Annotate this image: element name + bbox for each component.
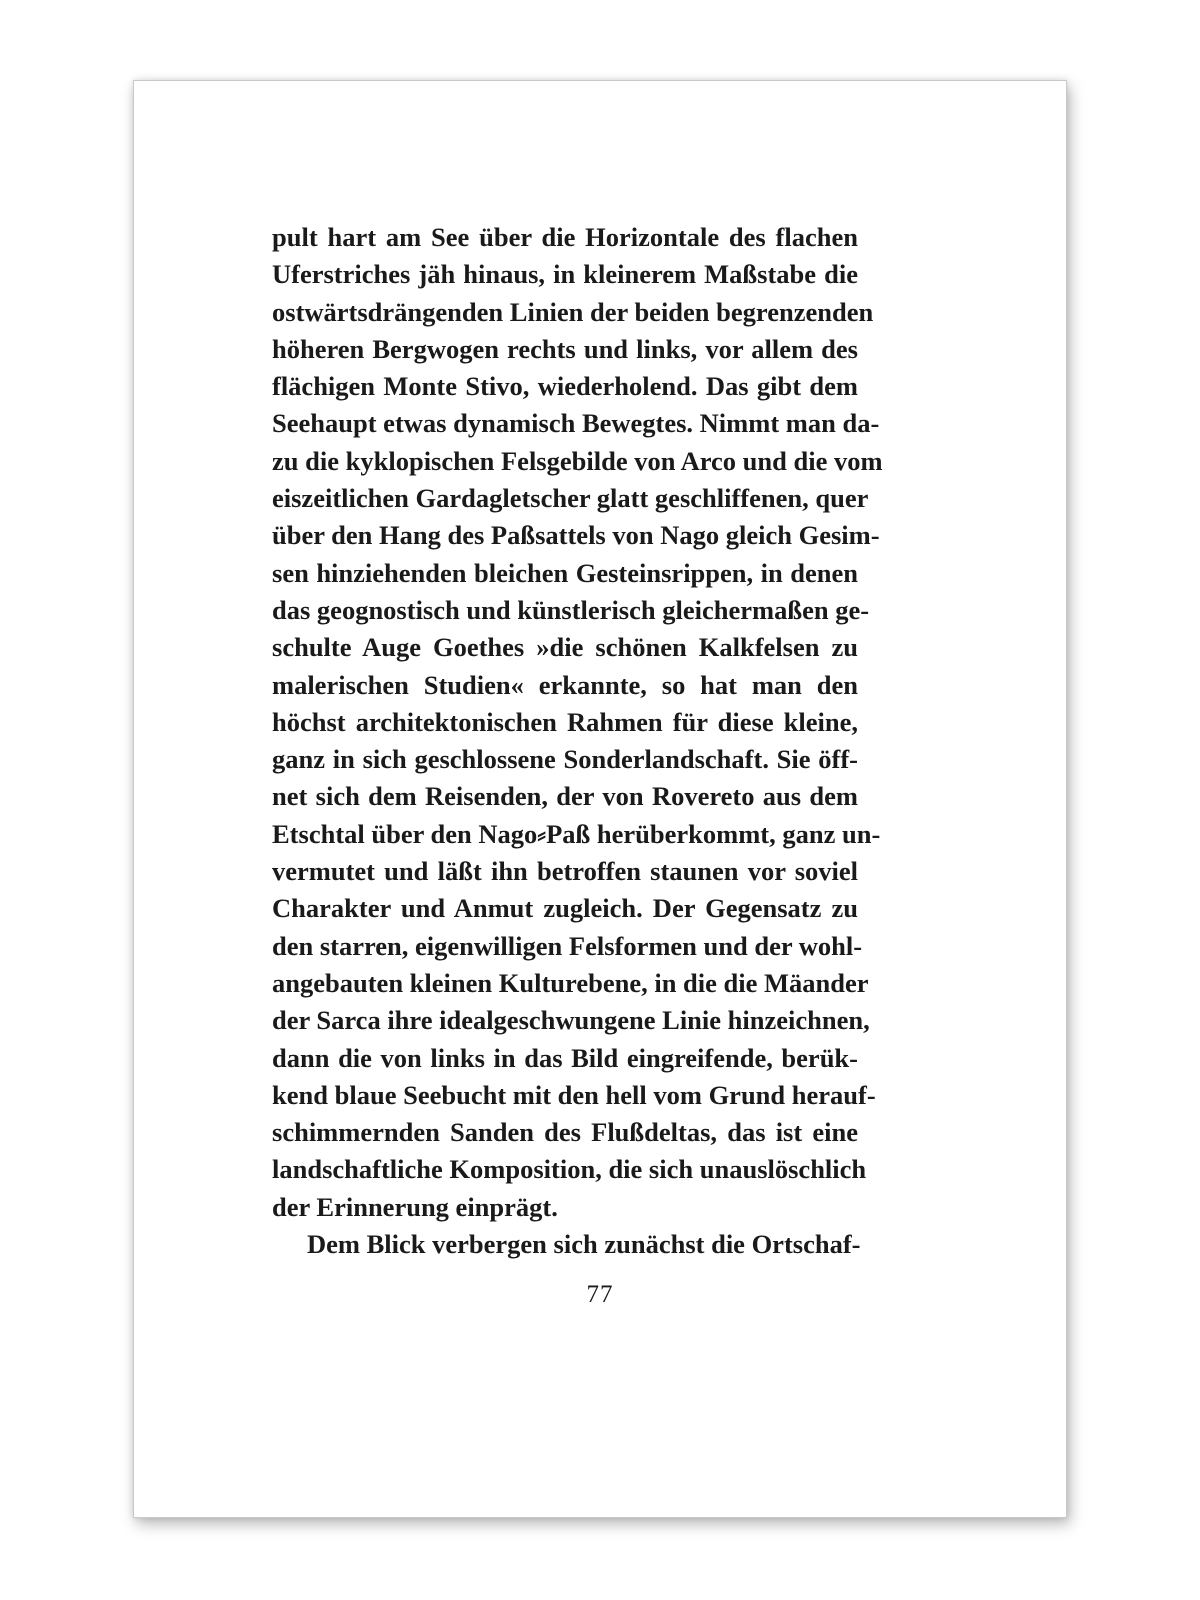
page-number: 77 bbox=[586, 1281, 614, 1308]
text-line: dann die von links in das Bild eingreifende, berük- bbox=[272, 1042, 858, 1073]
text-line: Charakter und Anmut zugleich. Der Gegensatz zu bbox=[272, 893, 858, 924]
text-line: höheren Bergwogen rechts und links, vor allem des bbox=[272, 333, 858, 364]
text-line: das geognostisch und künstlerisch gleichermaßen ge- bbox=[272, 594, 870, 625]
text-line: Seehaupt etwas dynamisch Bewegtes. Nimmt man da- bbox=[272, 408, 880, 439]
text-line: ganz in sich geschlossene Sonderlandschaft. Sie öff- bbox=[272, 744, 858, 775]
text-line: höchst architektonischen Rahmen für diese kleine, bbox=[272, 706, 858, 737]
text-line: kend blaue Seebucht mit den hell vom Grund herauf- bbox=[272, 1079, 876, 1110]
text-line: ostwärtsdrängenden Linien der beiden begrenzenden bbox=[272, 296, 874, 327]
text-line: den starren, eigenwilligen Felsformen und der wohl- bbox=[272, 930, 863, 961]
text-line: net sich dem Reisenden, der von Rovereto aus dem bbox=[272, 781, 858, 812]
text-line: der Sarca ihre idealgeschwungene Linie hinzeichnen, bbox=[272, 1005, 870, 1036]
text-line: vermutet und läßt ihn betroffen staunen vor soviel bbox=[272, 856, 858, 887]
text-line: schulte Auge Goethes »die schönen Kalkfelsen zu bbox=[272, 632, 858, 663]
paragraph-start-line: Dem Blick verbergen sich zunächst die Ortschaf- bbox=[307, 1229, 861, 1260]
text-line: schimmernden Sanden des Flußdeltas, das ist eine bbox=[272, 1117, 858, 1148]
text-line: Uferstriches jäh hinaus, in kleinerem Maßstabe die bbox=[272, 259, 858, 290]
paragraph-end-line: der Erinnerung einprägt. bbox=[272, 1191, 558, 1222]
text-line: eiszeitlichen Gardagletscher glatt geschliffenen, quer bbox=[272, 483, 869, 514]
text-line: landschaftliche Komposition, die sich unauslöschlich bbox=[272, 1154, 867, 1185]
text-line: flächigen Monte Stivo, wiederholend. Das gibt dem bbox=[272, 371, 858, 402]
body-text bbox=[272, 219, 883, 1263]
text-line: pult hart am See über die Horizontale des flachen bbox=[272, 222, 858, 252]
book-page bbox=[133, 80, 1067, 1518]
text-line: malerischen Studien« erkannte, so hat man den bbox=[272, 669, 858, 700]
text-line: über den Hang des Paßsattels von Nago gleich Gesim- bbox=[272, 520, 880, 551]
text-line: Etschtal über den Nago⸗Paß herüberkommt, ganz un- bbox=[272, 818, 881, 849]
text-line: zu die kyklopischen Felsgebilde von Arco und die vom bbox=[272, 445, 883, 476]
text-line: sen hinziehenden bleichen Gesteinsrippen, in denen bbox=[272, 557, 858, 588]
text-line: angebauten kleinen Kulturebene, in die die Mäander bbox=[272, 967, 869, 998]
